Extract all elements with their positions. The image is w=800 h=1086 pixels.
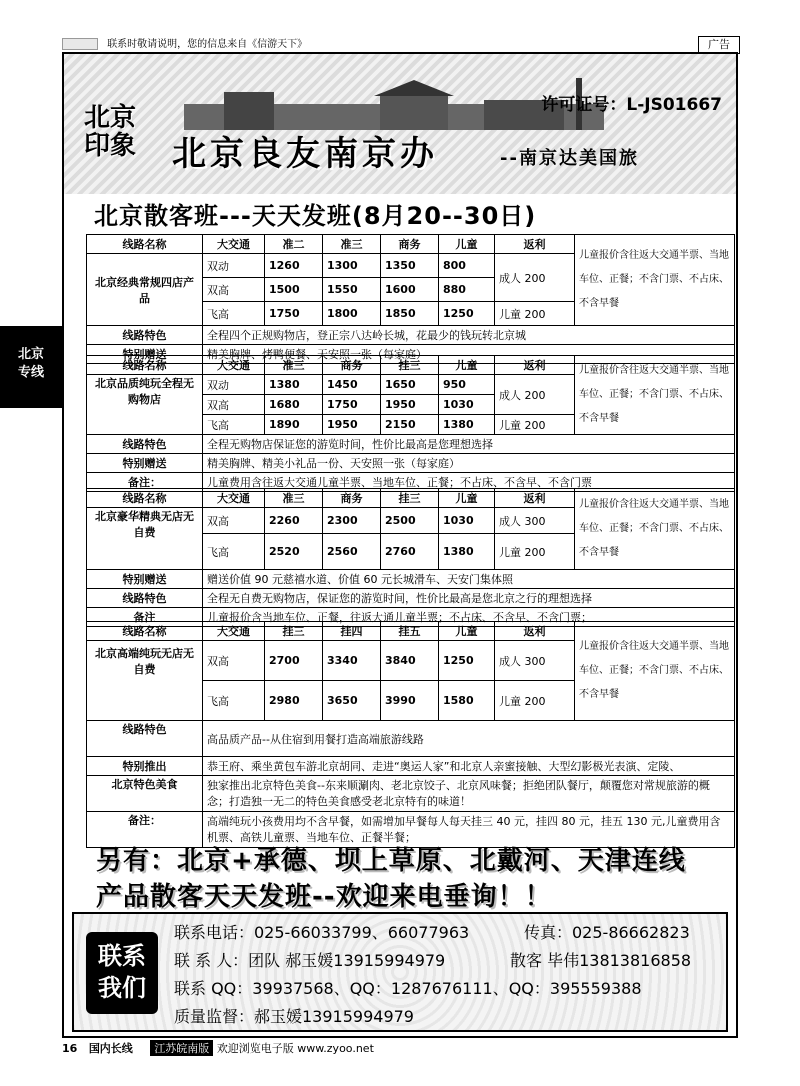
table-cell: 双高 — [203, 641, 265, 681]
top-bar-text: 联系时敬请说明，您的信息来自《信游天下》 — [107, 39, 308, 50]
child-price-note: 儿童报价含往返大交通半票、当地车位、正餐；不含门票、不占床、不含早餐 — [575, 235, 735, 326]
table-cell: 1750 — [265, 302, 323, 326]
promo-line-1: 另有：北京+承德、坝上草原、北戴河、天津连线 — [96, 846, 686, 876]
th-child: 儿童 — [439, 622, 495, 641]
food-text: 独家推出北京特色美食--东来顺涮肉、老北京饺子、北京风味餐；拒绝团队餐厅，颠覆您对常规旅游的概念；打造独一无二的特色美食感受老北京特有的味道！ — [203, 776, 735, 812]
table-cell: 880 — [439, 278, 495, 302]
table-cell: 飞高 — [203, 681, 265, 721]
push-text: 恭王府、乘坐黄包车游北京胡同、走进“奥运人家”和北京人亲蜜接触、大型幻影极光表演、定陵、 — [203, 757, 735, 776]
th-route: 线路名称 — [87, 356, 203, 375]
contact-phone: 联系电话：025-66033799、66077963 — [174, 923, 470, 942]
table-cell: 800 — [439, 254, 495, 278]
th-col4: 挂四 — [323, 622, 381, 641]
gift-label: 特别赠送 — [87, 345, 203, 364]
gift-label: 特别赠送 — [87, 454, 203, 473]
header-banner — [64, 54, 736, 194]
table-cell: 飞高 — [203, 534, 265, 570]
rebate-adult: 成人 300 — [495, 641, 575, 681]
table-cell: 1680 — [265, 395, 323, 415]
remark-text: 儿童费用含往返大交通儿童半票、当地车位、正餐；不占床、不含早、不含门票 — [203, 473, 735, 492]
table-cell: 1030 — [439, 395, 495, 415]
th-col3: 准三 — [265, 356, 323, 375]
th-transport: 大交通 — [203, 489, 265, 508]
th-col5: 挂三 — [381, 489, 439, 508]
promo-line-2: 产品散客天天发班--欢迎来电垂询！！ — [96, 882, 552, 912]
table-cell: 3990 — [381, 681, 439, 721]
table-cell: 1350 — [381, 254, 439, 278]
price-table-1 — [86, 234, 735, 364]
table-cell: 2560 — [323, 534, 381, 570]
table-cell: 3340 — [323, 641, 381, 681]
top-bar — [62, 38, 698, 52]
push-label: 特别推出 — [87, 757, 203, 776]
footer-site: 欢迎浏览电子版 www.zyoo.net — [216, 1042, 374, 1055]
feature-label: 线路特色 — [87, 435, 203, 454]
table-cell: 1260 — [265, 254, 323, 278]
table-cell: 1950 — [381, 395, 439, 415]
table-cell: 2760 — [381, 534, 439, 570]
table-cell: 2300 — [323, 508, 381, 534]
table-cell: 1380 — [439, 415, 495, 435]
th-col3: 准二 — [265, 235, 323, 254]
page-title: 北京良友南京办 — [172, 134, 438, 174]
route-name: 北京豪华精典无店无自费 — [87, 508, 203, 570]
rebate-adult: 成人 300 — [495, 508, 575, 534]
th-col3: 挂三 — [265, 622, 323, 641]
badge-line1: 联系 — [98, 942, 146, 970]
gift-label: 特别赠送 — [87, 570, 203, 589]
table-cell: 双高 — [203, 395, 265, 415]
beijing-impression-logo — [84, 104, 136, 160]
page-subtitle: --南京达美国旅 — [500, 148, 639, 169]
route-name: 北京品质纯玩全程无购物店 — [87, 375, 203, 435]
table-cell: 1250 — [439, 641, 495, 681]
schedule-banner: 北京散客班---天天发班(8月20--30日) — [94, 202, 537, 230]
table-cell: 1380 — [265, 375, 323, 395]
table-cell: 1250 — [439, 302, 495, 326]
feature-label: 线路特色 — [87, 589, 203, 608]
contact-supervise: 质量监督：郝玉媛13915994979 — [174, 1007, 414, 1026]
badge-line2: 我们 — [98, 974, 146, 1002]
th-transport: 大交通 — [203, 356, 265, 375]
feature-label: 线路特色 — [87, 326, 203, 345]
rebate-child: 儿童 200 — [495, 302, 575, 326]
feature-text: 高品质产品--从住宿到用餐打造高端旅游线路 — [203, 721, 735, 757]
table-cell: 双动 — [203, 375, 265, 395]
footer-section: 国内长线 — [88, 1042, 133, 1055]
th-col4: 商务 — [323, 356, 381, 375]
side-tab-line2: 专线 — [17, 365, 44, 380]
table-cell: 1300 — [323, 254, 381, 278]
th-child: 儿童 — [439, 356, 495, 375]
route-name: 北京高端纯玩无店无自费 — [87, 641, 203, 721]
table-cell: 1580 — [439, 681, 495, 721]
publisher-logo — [62, 38, 98, 50]
table-cell: 2520 — [265, 534, 323, 570]
th-child: 儿童 — [439, 235, 495, 254]
child-price-note: 儿童报价含往返大交通半票、当地车位、正餐；不含门票、不占床、不含早餐 — [575, 622, 735, 721]
rebate-adult: 成人 200 — [495, 254, 575, 302]
impression-line2: 印象 — [84, 131, 137, 161]
table-cell: 1650 — [381, 375, 439, 395]
table-cell: 1550 — [323, 278, 381, 302]
th-col3: 准三 — [265, 489, 323, 508]
food-label: 北京特色美食 — [87, 776, 203, 812]
th-col5: 商务 — [381, 235, 439, 254]
ad-label: 广告 — [698, 36, 740, 54]
feature-text: 全程无自费无购物店，保证您的游览时间，性价比最高是您北京之行的理想选择 — [203, 589, 735, 608]
th-rebate: 返利 — [495, 356, 575, 375]
remark-text: 儿童报价含当地车位、正餐，往返大通儿童半票；不占床、不含早、不含门票； — [203, 608, 735, 627]
contact-box — [72, 912, 728, 1032]
rebate-child: 儿童 200 — [495, 415, 575, 435]
side-tab — [0, 326, 62, 408]
table-cell: 1850 — [381, 302, 439, 326]
child-price-note: 儿童报价含往返大交通半票、当地车位、正餐；不含门票、不占床、不含早餐 — [575, 356, 735, 435]
contact-us-badge — [86, 932, 158, 1014]
remark-label: 备注 — [87, 608, 203, 627]
table-cell: 2980 — [265, 681, 323, 721]
remark-text: 高端纯玩小孩费用均不含早餐，如需增加早餐每人每天挂三 40 元，挂四 80 元，挂五 130 元,儿童费用含机票、高铁儿童票、当地车位、正餐半餐； — [203, 812, 735, 848]
feature-text: 全程四个正规购物店，登正宗八达岭长城，花最少的钱玩转北京城 — [203, 326, 735, 345]
th-transport: 大交通 — [203, 235, 265, 254]
table-cell: 1450 — [323, 375, 381, 395]
price-table-2 — [86, 355, 735, 492]
th-rebate: 返利 — [495, 489, 575, 508]
route-name: 北京经典常规四店产品 — [87, 254, 203, 326]
contact-person: 联 系 人：团队 郝玉媛13915994979 — [174, 951, 446, 970]
gift-text: 赠送价值 90 元慈禧水道、价值 60 元长城滑车、天安门集体照 — [203, 570, 735, 589]
table-cell: 2500 — [381, 508, 439, 534]
table-cell: 1800 — [323, 302, 381, 326]
remark-label: 备注： — [87, 812, 203, 848]
th-col4: 准三 — [323, 235, 381, 254]
table-cell: 950 — [439, 375, 495, 395]
page-footer — [62, 1040, 374, 1056]
gift-text: 精美胸牌、烤鸭便餐、天安照一张（每家庭） — [203, 345, 735, 364]
th-rebate: 返利 — [495, 235, 575, 254]
th-route: 线路名称 — [87, 235, 203, 254]
table-cell: 3840 — [381, 641, 439, 681]
th-route: 线路名称 — [87, 622, 203, 641]
table-cell: 双高 — [203, 278, 265, 302]
feature-label: 线路特色 — [87, 721, 203, 757]
th-col5: 挂三 — [381, 356, 439, 375]
rebate-adult: 成人 200 — [495, 375, 575, 415]
price-table-4 — [86, 621, 735, 848]
table-cell: 1380 — [439, 534, 495, 570]
remark-label: 备注： — [87, 473, 203, 492]
table-cell: 双高 — [203, 508, 265, 534]
contact-qq: 联系 QQ：39937568、QQ：1287676111、QQ：395559388 — [174, 979, 642, 998]
rebate-child: 儿童 200 — [495, 534, 575, 570]
child-price-note: 儿童报价含往返大交通半票、当地车位、正餐；不含门票、不占床、不含早餐 — [575, 489, 735, 570]
table-cell: 1600 — [381, 278, 439, 302]
th-rebate: 返利 — [495, 622, 575, 641]
impression-line1: 北京 — [84, 103, 137, 133]
table-cell: 2700 — [265, 641, 323, 681]
table-cell: 2150 — [381, 415, 439, 435]
table-cell: 1030 — [439, 508, 495, 534]
page-number: 16 — [62, 1042, 78, 1055]
table-cell: 1950 — [323, 415, 381, 435]
th-transport: 大交通 — [203, 622, 265, 641]
table-cell: 1890 — [265, 415, 323, 435]
footer-edition: 江苏皖南版 — [150, 1040, 213, 1056]
table-cell: 飞高 — [203, 415, 265, 435]
table-cell: 1500 — [265, 278, 323, 302]
contact-fax: 传真：025-86662823 — [524, 923, 690, 942]
side-tab-line1: 北京 — [17, 347, 44, 362]
rebate-child: 儿童 200 — [495, 681, 575, 721]
th-child: 儿童 — [439, 489, 495, 508]
table-cell: 2260 — [265, 508, 323, 534]
gift-text: 精美胸牌、精美小礼品一份、天安照一张（每家庭） — [203, 454, 735, 473]
table-cell: 双动 — [203, 254, 265, 278]
price-table-3 — [86, 488, 735, 627]
table-cell: 飞高 — [203, 302, 265, 326]
feature-text: 全程无购物店保证您的游览时间，性价比最高是您理想选择 — [203, 435, 735, 454]
th-col4: 商务 — [323, 489, 381, 508]
th-route: 线路名称 — [87, 489, 203, 508]
th-col5: 挂五 — [381, 622, 439, 641]
contact-person-2: 散客 毕伟13813816858 — [510, 951, 692, 970]
license-number: 许可证号：L-JS01667 — [541, 95, 722, 115]
table-cell: 1750 — [323, 395, 381, 415]
table-cell: 3650 — [323, 681, 381, 721]
